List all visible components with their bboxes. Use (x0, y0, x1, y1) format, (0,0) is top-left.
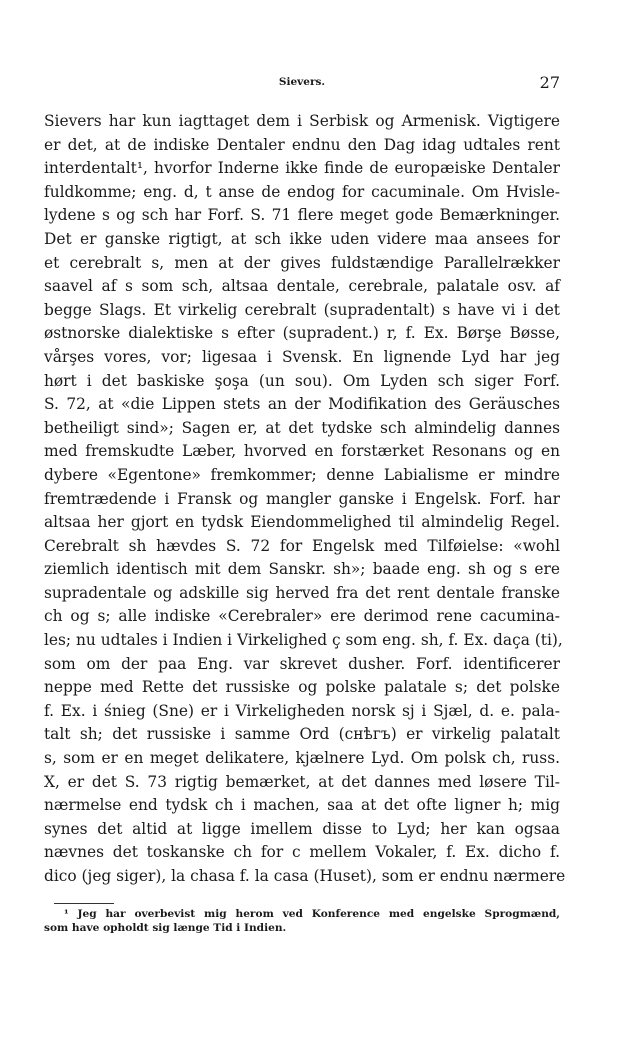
text-line: vårşes vores, vor; ligesaa i Svensk. En lignende Lyd har jeg (44, 347, 560, 366)
text-line: lydene s og sch har Forf. S. 71 flere meget gode Bemærkninger. (44, 206, 560, 225)
footnote (44, 907, 560, 935)
text-line: X, er det S. 73 rigtig bemærket, at det dannes med løsere Til- (44, 772, 560, 791)
text-line: begge Slags. Et virkelig cerebralt (supradentalt) s have vi i det (44, 300, 560, 319)
text-line: Cerebralt sh hævdes S. 72 for Engelsk med Tilføielse: «wohl (44, 536, 560, 555)
text-line: med fremskudte Læber, hvorved en forstærket Resonans og en (44, 442, 560, 461)
text-line: østnorske dialektiske s efter (supradent.) r, f. Ex. Børşe Bøsse, (44, 324, 560, 343)
page-number: 27 (539, 73, 560, 92)
page-header (44, 73, 560, 96)
text-line: interdentalt¹, hvorfor Inderne ikke finde de europæiske Dentaler (44, 159, 560, 178)
text-line: f. Ex. i śnieg (Sne) er i Virkeligheden norsk sj i Sjæl, d. e. pala- (44, 701, 560, 720)
text-line: dico (jeg siger), la chasa f. la casa (Huset), som er endnu nærmere (44, 867, 566, 885)
text-line: ch og s; alle indiske «Cerebraler» ere derimod rene cacumina- (44, 607, 560, 626)
text-line: neppe med Rette det russiske og polske palatale s; det polske (44, 678, 560, 697)
text-line: s, som er en meget delikatere, kjælnere Lyd. Om polsk ch, russ. (44, 749, 560, 768)
text-line: S. 72, at «die Lippen stets an der Modifikation des Geräusches (44, 395, 560, 414)
text-line: talt sh; det russiske i samme Ord (снѣгъ) er virkelig palatalt (44, 725, 560, 744)
text-line: Sievers har kun iagttaget dem i Serbisk og Armenisk. Vigtigere (44, 112, 560, 130)
text-line: nævnes det toskanske ch for c mellem Vokaler, f. Ex. dicho f. (44, 843, 560, 862)
footnote-line: som have opholdt sig længe Tid i Indien. (44, 922, 287, 934)
text-line: fremtrædende i Fransk og mangler ganske i Engelsk. Forf. har (44, 489, 560, 508)
footnote-rule (54, 903, 114, 904)
text-line: supradentale og adskille sig herved fra det rent dentale franske (44, 583, 560, 602)
text-line: nærmelse end tydsk ch i machen, saa at det ofte ligner h; mig (44, 796, 560, 815)
text-line: som om der paa Eng. var skrevet dusher. Forf. identificerer (44, 654, 560, 673)
text-line: hørt i det baskiske şoşa (un sou). Om Lyden sch siger Forf. (44, 371, 560, 390)
body-text (44, 110, 566, 889)
text-line: betheiligt sind»; Sagen er, at det tydske sch almindelig dannes (44, 418, 560, 437)
running-head: Sievers. (278, 76, 326, 88)
footnote-line: ¹ Jeg har overbevist mig herom ved Konference med engelske Sprogmænd, (64, 908, 560, 920)
text-line: ziemlich identisch mit dem Sanskr. sh»; baade eng. sh og s ere (44, 560, 560, 579)
text-line: altsaa her gjort en tydsk Eiendommelighed til almindelig Regel. (44, 513, 560, 532)
text-line: et cerebralt s, men at der gives fuldstændige Parallelrækker (44, 253, 560, 272)
text-line: dybere «Egentone» fremkommer; denne Labialisme er mindre (44, 465, 560, 484)
text-line: saavel af s som sch, altsaa dentale, cerebrale, palatale osv. af (44, 277, 560, 296)
text-line: er det, at de indiske Dentaler endnu den Dag idag udtales rent (44, 135, 560, 154)
text-line: les; nu udtales i Indien i Virkelighed ç som eng. sh, f. Ex. daça (ti), (44, 631, 563, 650)
text-line: fuldkomme; eng. d, t anse de endog for cacuminale. Om Hvisle- (44, 182, 560, 201)
text-line: Det er ganske rigtigt, at sch ikke uden videre maa ansees for (44, 229, 560, 248)
text-line: synes det altid at ligge imellem disse to Lyd; her kan ogsaa (44, 819, 560, 838)
